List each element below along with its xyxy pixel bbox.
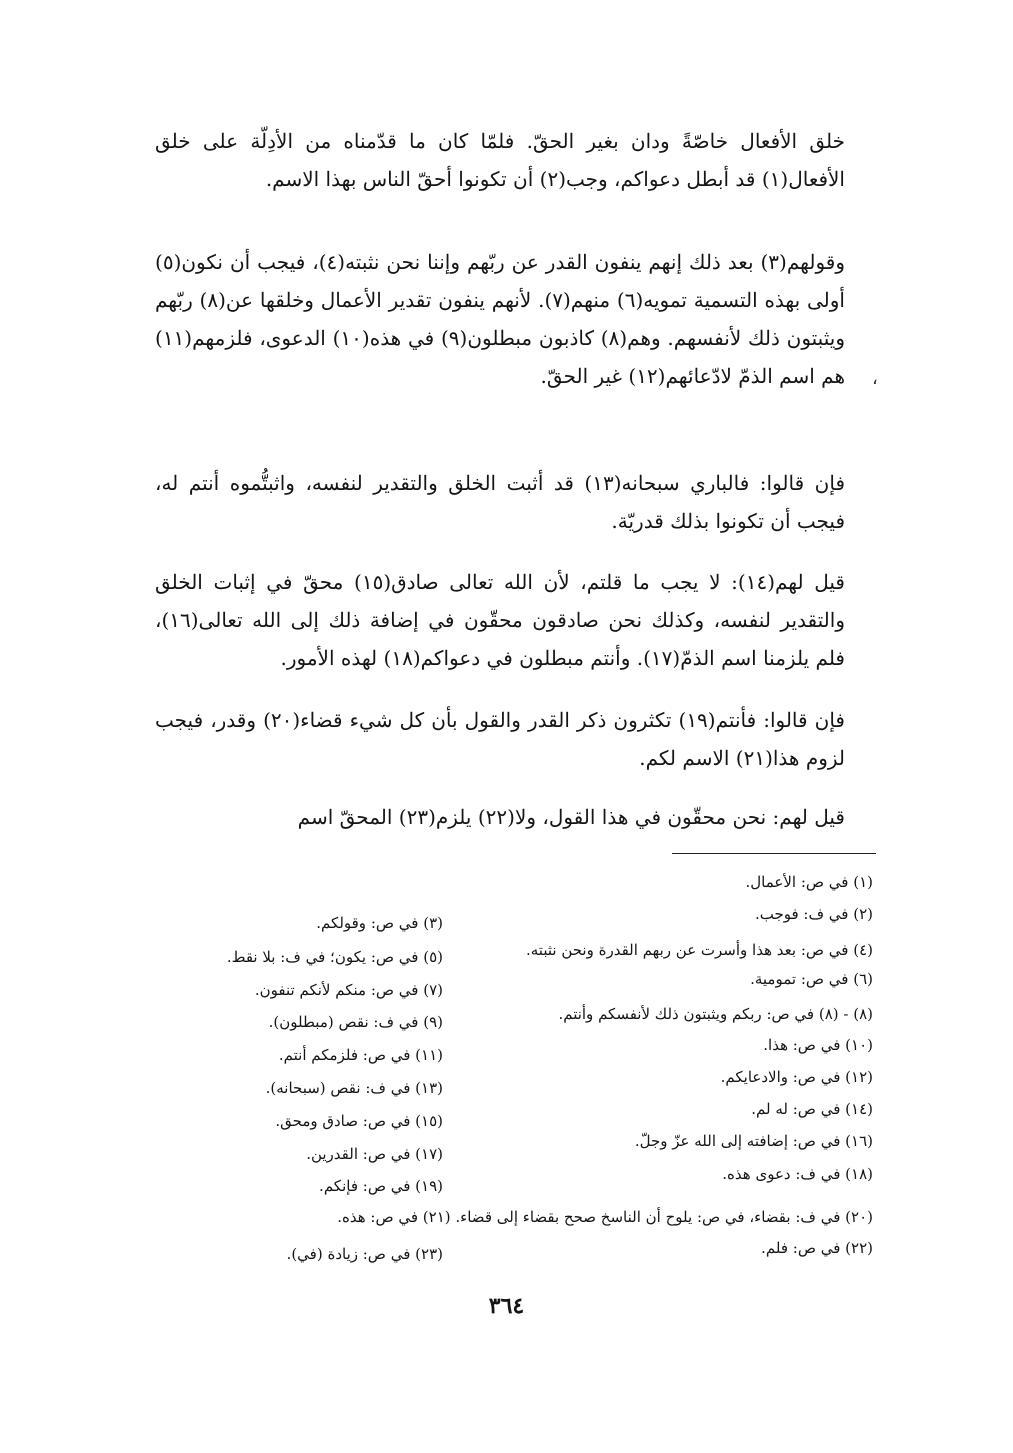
footnote: (١٤) في ص: له لم. <box>751 1100 873 1118</box>
paragraph-5: فإن قالوا: فأنتم(١٩) تكثرون ذكر القدر والقول بأن كل شيء قضاء(٢٠) وقدر، فيجب لزوم هذا(٢١) الاسم لكم. <box>155 708 845 770</box>
footnote: (١٦) في ص: إضافته إلى الله عزّ وجلّ. <box>634 1132 873 1150</box>
footnote: (١٢) في ص: والادعايكم. <box>720 1068 873 1086</box>
footnote: (١) في ص: الأعمال. <box>745 873 873 891</box>
footnote: (١٠) في ص: هذا. <box>763 1036 873 1054</box>
paragraph-2: وقولهم(٣) بعد ذلك إنهم ينفون القدر عن ربّهم وإننا نحن نثبته(٤)، فيجب أن نكون(٥) أولى بهذه التسمية تمويه(٦) منهم(٧). لأنهم ينفون تقدير الأعمال وخلقها عن(٨) ربّهم ويثبتون ذلك لأنفسهم. وهم(٨) كاذبون مبطلون(٩) في هذه(١٠) الدعوى، فلزمهم(١١) هم اسم الذمّ لادّعائهم(١٢) غير الحقّ. <box>155 250 846 388</box>
footnote-separator <box>672 853 876 854</box>
footnote: (٢٣) في ص: زيادة (في). <box>286 1245 443 1263</box>
footnote: (١٨) في ف: دعوى هذه. <box>722 1165 873 1183</box>
footnote: (٨) - (٨) في ص: ربكم ويثبتون ذلك لأنفسكم وأنتم. <box>558 1005 873 1023</box>
footnote: (٤) في ص: بعد هذا وأسرت عن ربهم القدرة ونحن نثبته. <box>526 941 873 959</box>
footnote: (١٣) في ف: نقص (سبحانه). <box>265 1079 443 1097</box>
paragraph-6: قيل لهم: نحن محقّون في هذا القول، ولا(٢٢) يلزم(٢٣) المحقّ اسم <box>297 805 845 829</box>
footnote: (٦) في ص: تمومية. <box>750 970 873 988</box>
footnote: (٢) في ف: فوجب. <box>754 905 873 923</box>
margin-mark: ، <box>872 368 878 389</box>
footnote: (١١) في ص: فلزمكم أنتم. <box>278 1046 443 1064</box>
footnote: (١٧) في ص: القدرين. <box>306 1145 443 1163</box>
footnote: (١٥) في ص: صادق ومحق. <box>275 1112 443 1130</box>
footnote: (٣) في ص: وقولكم. <box>316 914 443 932</box>
footnote-wide: (٢٠) في ف: بقضاء، في ص: يلوح أن الناسخ صحح بقضاء إلى قضاء. (٢١) في ص: هذه. <box>337 1208 873 1226</box>
page-number: ٣٦٤ <box>488 1293 525 1319</box>
footnote: (٧) في ص: منكم لأنكم تنفون. <box>254 981 443 999</box>
paragraph-3: فإن قالوا: فالباري سبحانه(١٣) قد أثبت الخلق والتقدير لنفسه، واثبتُّموه أنتم له، فيجب أن تكونوا بذلك قدريّة. <box>155 471 846 533</box>
footnote: (٩) في ف: نقص (مبطلون). <box>268 1013 443 1031</box>
footnote: (٢٢) في ص: فلم. <box>761 1239 873 1257</box>
footnote: (٥) في ص: يكون؛ في ف: بلا نقط. <box>226 948 443 966</box>
paragraph-4: قيل لهم(١٤): لا يجب ما قلتم، لأن الله تعالى صادق(١٥) محقّ في إثبات الخلق والتقدير لنفسه، وكذلك نحن صادقون محقّون في إضافة ذلك إلى الله تعالى(١٦)، فلم يلزمنا اسم الذمّ(١٧). وأنتم مبطلون في دعواكم(١٨) لهذه الأمور. <box>155 570 845 670</box>
paragraph-1: خلق الأفعال خاصّةً ودان بغير الحقّ. فلمّا كان ما قدّمناه من الأدِلّة على خلق الأفعال(١) قد أبطل دعواكم، وجب(٢) أن تكونوا أحقّ الناس بهذا الاسم. <box>155 129 845 191</box>
footnote: (١٩) في ص: فإنكم. <box>319 1177 443 1195</box>
